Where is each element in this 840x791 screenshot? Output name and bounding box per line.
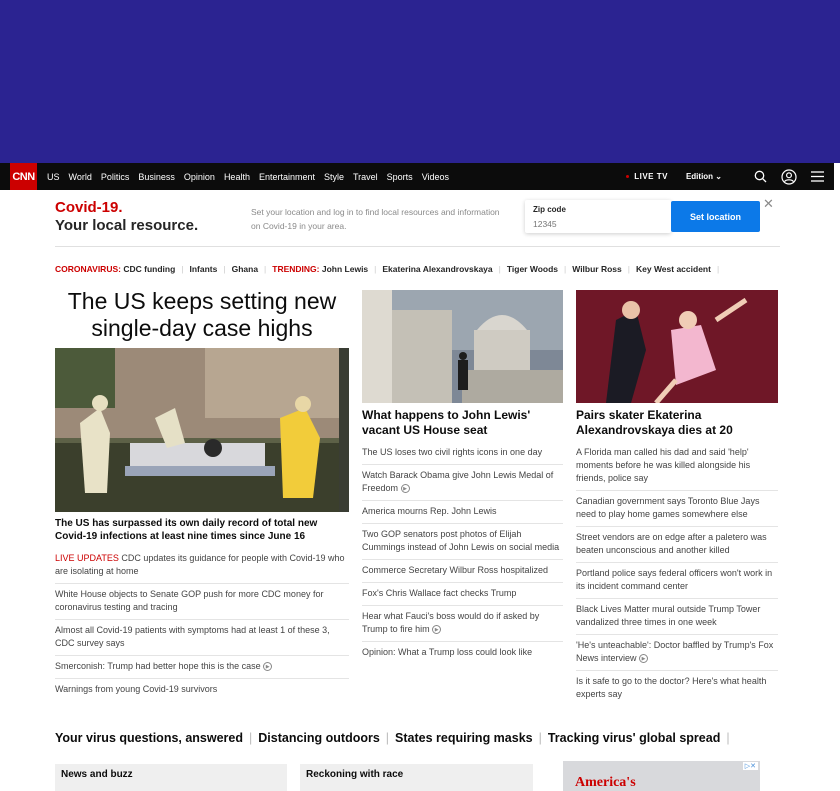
cnn-logo[interactable]: CNN <box>10 163 37 190</box>
list-item[interactable] <box>55 548 349 584</box>
nav-link-videos[interactable]: Videos <box>421 171 450 182</box>
list-item[interactable] <box>55 656 349 679</box>
second-story <box>362 290 563 664</box>
list-item[interactable]: Two GOP senators post photos of Elijah Cummings instead of John Lewis on social media <box>362 524 563 560</box>
list-item-text: CDC updates its guidance for people with Covid-19 who are isolating at home <box>55 553 345 576</box>
list-item[interactable]: A Florida man called his dad and said 'help' moments before he was killed alongside his friends, police say <box>576 442 778 491</box>
menu-icon[interactable] <box>811 171 824 182</box>
section-title[interactable]: News and buzz <box>61 769 133 780</box>
trending-item[interactable]: Ghana <box>231 264 259 274</box>
lead-story <box>55 288 349 701</box>
feature-link[interactable]: States requiring masks <box>395 731 533 745</box>
second-story-title[interactable]: What happens to John Lewis' vacant US House seat <box>362 408 531 437</box>
trending-item[interactable]: Tiger Woods <box>506 264 559 274</box>
list-item[interactable]: White House objects to Senate GOP push for more CDC money for coronavirus testing and tracing <box>55 584 349 620</box>
nav-right <box>626 163 824 190</box>
trending-item[interactable]: Infants <box>189 264 218 274</box>
list-item[interactable]: Canadian government says Toronto Blue Jays need to play home games somewhere else <box>576 491 778 527</box>
trending-item[interactable]: John Lewis <box>321 264 369 274</box>
list-item[interactable]: Fox's Chris Wallace fact checks Trump <box>362 583 563 606</box>
close-icon[interactable]: ✕ <box>763 196 774 211</box>
third-story-title[interactable]: Pairs skater Ekaterina Alexandrovskaya dies at 20 <box>576 408 733 437</box>
nav-links <box>47 172 458 182</box>
live-tv-button[interactable] <box>626 172 668 181</box>
lead-link-list <box>55 548 349 701</box>
section-reckoning-with-race <box>300 764 533 791</box>
list-item[interactable] <box>576 635 778 671</box>
covid-subtitle: Your local resource. <box>55 217 199 234</box>
covid-description: Set your location and log in to find local resources and information on Covid-19 in your area. <box>251 207 500 231</box>
feature-links: Your virus questions, answered | Distancing outdoors | States requiring masks | Tracking virus' global spread | <box>55 731 730 745</box>
lead-caption[interactable]: The US has surpassed its own daily record of total new Covid-19 infections at least nine times since June 16 <box>55 518 318 542</box>
second-story-links <box>362 442 563 664</box>
search-icon[interactable] <box>754 170 767 183</box>
top-banner <box>0 0 840 163</box>
nav-link-style[interactable]: Style <box>323 171 344 182</box>
edition-label: Edition <box>685 172 714 181</box>
feature-link[interactable]: Your virus questions, answered <box>55 731 244 745</box>
play-icon: ▶ <box>639 654 648 663</box>
nav-link-us[interactable]: US <box>47 171 60 182</box>
covid-title: Covid-19. <box>55 199 123 216</box>
list-item-text: Smerconish: Trump had better hope this is the case <box>55 661 261 671</box>
list-item[interactable]: Black Lives Matter mural outside Trump Tower vandalized three times in one week <box>576 599 778 635</box>
lead-image[interactable] <box>55 348 349 512</box>
section-news-and-buzz <box>55 764 287 791</box>
list-item[interactable]: Opinion: What a Trump loss could look like <box>362 647 533 657</box>
trending-item[interactable]: Key West accident <box>635 264 711 274</box>
live-updates-label: LIVE UPDATES <box>55 553 119 563</box>
trending-item[interactable]: CDC funding <box>123 264 176 274</box>
account-icon[interactable] <box>781 169 797 185</box>
list-item-text: Watch Barack Obama give John Lewis Medal of Freedom <box>362 470 554 493</box>
covid-local-resource <box>55 195 780 247</box>
trending-item[interactable]: Wilbur Ross <box>572 264 622 274</box>
nav-link-opinion[interactable]: Opinion <box>183 171 215 182</box>
zip-input[interactable] <box>533 219 653 229</box>
lead-headline[interactable]: The US keeps setting new single-day case highs <box>67 288 337 341</box>
nav-link-entertainment[interactable]: Entertainment <box>258 171 315 182</box>
list-item[interactable]: Warnings from young Covid-19 survivors <box>55 684 218 694</box>
list-item[interactable] <box>362 606 563 642</box>
list-item[interactable]: Portland police says federal officers won't work in its incident command center <box>576 563 778 599</box>
ad-choices-icon[interactable]: ▷✕ <box>744 763 756 770</box>
ad-text: America's <box>575 775 636 790</box>
feature-link[interactable]: Tracking virus' global spread <box>547 731 721 745</box>
list-item[interactable]: The US loses two civil rights icons in one day <box>362 442 563 465</box>
list-item[interactable]: Almost all Covid-19 patients with symptoms had at least 1 of these 3, CDC survey says <box>55 620 349 656</box>
trending-label: TRENDING: <box>272 264 320 274</box>
trending-bar: CORONAVIRUS: CDC funding | Infants | Ghana | TRENDING: John Lewis | Ekaterina Alexandrovskaya | Tiger Woods | Wilbur Ross | Key West accident | <box>55 264 720 274</box>
zip-code-field[interactable] <box>525 200 671 233</box>
set-location-button[interactable]: Set location <box>671 201 760 232</box>
third-story-links <box>576 442 778 706</box>
live-tv-label: LIVE TV <box>634 172 668 181</box>
nav-link-travel[interactable]: Travel <box>353 171 378 182</box>
edition-dropdown[interactable] <box>686 172 722 181</box>
list-item[interactable]: Street vendors are on edge after a paletero was beaten unconscious and another killed <box>576 527 778 563</box>
zip-label: Zip code <box>533 205 566 214</box>
section-title[interactable]: Reckoning with race <box>306 769 404 780</box>
list-item[interactable]: Is it safe to go to the doctor? Here's what health experts say <box>576 676 767 699</box>
nav-link-politics[interactable]: Politics <box>100 171 130 182</box>
advertisement[interactable] <box>563 761 760 791</box>
play-icon: ▶ <box>263 662 272 671</box>
play-icon: ▶ <box>401 484 410 493</box>
capitol-image[interactable] <box>362 290 563 403</box>
nav-link-sports[interactable]: Sports <box>386 171 413 182</box>
nav-link-health[interactable]: Health <box>223 171 250 182</box>
chevron-down-icon: ⌄ <box>715 172 722 181</box>
play-icon: ▶ <box>432 625 441 634</box>
list-item-text: Hear what Fauci's boss would do if asked by Trump to fire him <box>362 611 540 634</box>
trending-item[interactable]: Ekaterina Alexandrovskaya <box>382 264 493 274</box>
skater-image[interactable] <box>576 290 778 403</box>
top-nav <box>0 163 834 190</box>
coronavirus-label: CORONAVIRUS: <box>55 264 121 274</box>
feature-link[interactable]: Distancing outdoors <box>258 731 380 745</box>
nav-link-business[interactable]: Business <box>138 171 175 182</box>
third-story <box>576 290 778 706</box>
list-item-text: 'He's unteachable': Doctor baffled by Trump's Fox News interview <box>576 640 774 663</box>
nav-link-world[interactable]: World <box>68 171 92 182</box>
list-item[interactable]: America mourns Rep. John Lewis <box>362 501 563 524</box>
list-item[interactable] <box>362 465 563 501</box>
list-item[interactable]: Commerce Secretary Wilbur Ross hospitalized <box>362 560 563 583</box>
live-dot-icon <box>626 175 629 178</box>
